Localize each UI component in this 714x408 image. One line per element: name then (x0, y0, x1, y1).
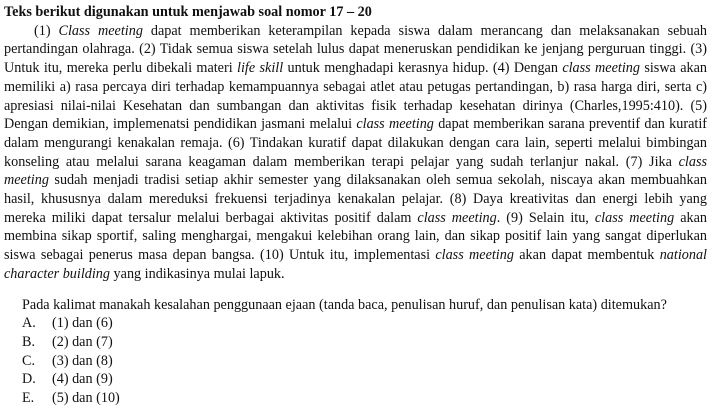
option-text: (2) dan (7) (52, 333, 113, 350)
italic-term: class meeting (417, 209, 497, 226)
passage-text: dapat memberikan keterampilan kepada siswa dalam merancang dan melaksanakan sebuah pertandingan olahraga. (2) Tidak semua siswa setelah lulus dapat meneruskan pendidikan ke jenjang perguruan tinggi. (3) Untuk itu, mereka perlu dibekali materi (4, 22, 708, 77)
passage-text: siswa akan memiliki a) rasa percaya diri terhadap kemampuannya sebagai atlet atau petugas pertandingan, b) rasa harga diri, serta c) apresiasi nilai-nilai Kesehatan dan sumbangan dan aktivitas fisik terhadap kesehatan dirinya (Charles,1995:410). (5) Dengan demikian, implemenatsi pendidikan jasmani melalui (4, 60, 708, 133)
option-b[interactable] (22, 333, 707, 352)
passage-text: . (9) Selain itu, (496, 209, 595, 226)
passage-text: dapat memberikan sarana preventif dan kuratif dalam mengurangi kenakalan remaja. (6) Tindakan kuratif dapat dilakukan dengan cara lain, seperti melalui bimbingan konseling atau melalui sarana keagaman dalam memberikan terapi pelajar yang sudah terlanjur nakal. (7) Jika (4, 116, 707, 170)
italic-term: class meeting (4, 153, 707, 189)
italic-term: class meeting (435, 247, 514, 264)
option-letter: E. (22, 390, 35, 407)
italic-term: Class meeting (58, 22, 143, 39)
italic-term: class meeting (562, 60, 640, 77)
option-letter: A. (22, 315, 36, 332)
passage-text: (1) (34, 22, 59, 39)
option-letter: D. (22, 371, 36, 388)
option-e[interactable] (22, 389, 707, 408)
passage-text: akan membina sikap sportif, saling menghargai, mengakui kelebihan orang lain, dan sikap positif lain yang sangat diperlukan siswa sebagai penerus masa depan bangsa. (10) Untuk itu, implementasi (4, 209, 707, 264)
option-c[interactable] (22, 352, 707, 371)
option-text: (3) dan (8) (52, 352, 113, 369)
option-d[interactable] (22, 370, 707, 389)
option-letter: C. (22, 352, 36, 369)
option-text: (5) dan (10) (52, 390, 120, 407)
option-a[interactable] (22, 314, 707, 333)
italic-term: class meeting (356, 116, 434, 133)
italic-term: life skill (237, 60, 284, 77)
option-text: (4) dan (9) (52, 371, 113, 388)
page-title: Teks berikut digunakan untuk menjawab soal nomor 17 – 20 (4, 4, 372, 20)
italic-term: class meeting (594, 209, 675, 226)
question-text: Pada kalimat manakah kesalahan penggunaan ejaan (tanda baca, penulisan huruf, dan penulisan kata) ditemukan? (22, 296, 667, 313)
answer-options (4, 314, 707, 408)
passage-text: sudah menjadi tradisi setiap akhir semester yang dilaksanakan oleh semua sekolah, niscaya akan membuahkan hasil, khususnya dalam mereduksi frekuensi terjadinya kenakalan pelajar. (8) Daya kreativitas dan energi lebih yang mereka miliki dapat tersalur melalui berbagai aktivitas positif dalam (4, 172, 707, 226)
passage-text: akan dapat membentuk (513, 247, 660, 264)
italic-term: national character building (4, 247, 707, 282)
document-page (4, 3, 707, 408)
option-text: (1) dan (6) (52, 315, 113, 332)
option-letter: B. (22, 333, 36, 350)
passage-text: untuk menghadapi kerasnya hidup. (4) Dengan (283, 60, 563, 77)
passage-text: yang indikasinya mulai lapuk. (110, 265, 285, 282)
reading-passage (4, 22, 707, 284)
